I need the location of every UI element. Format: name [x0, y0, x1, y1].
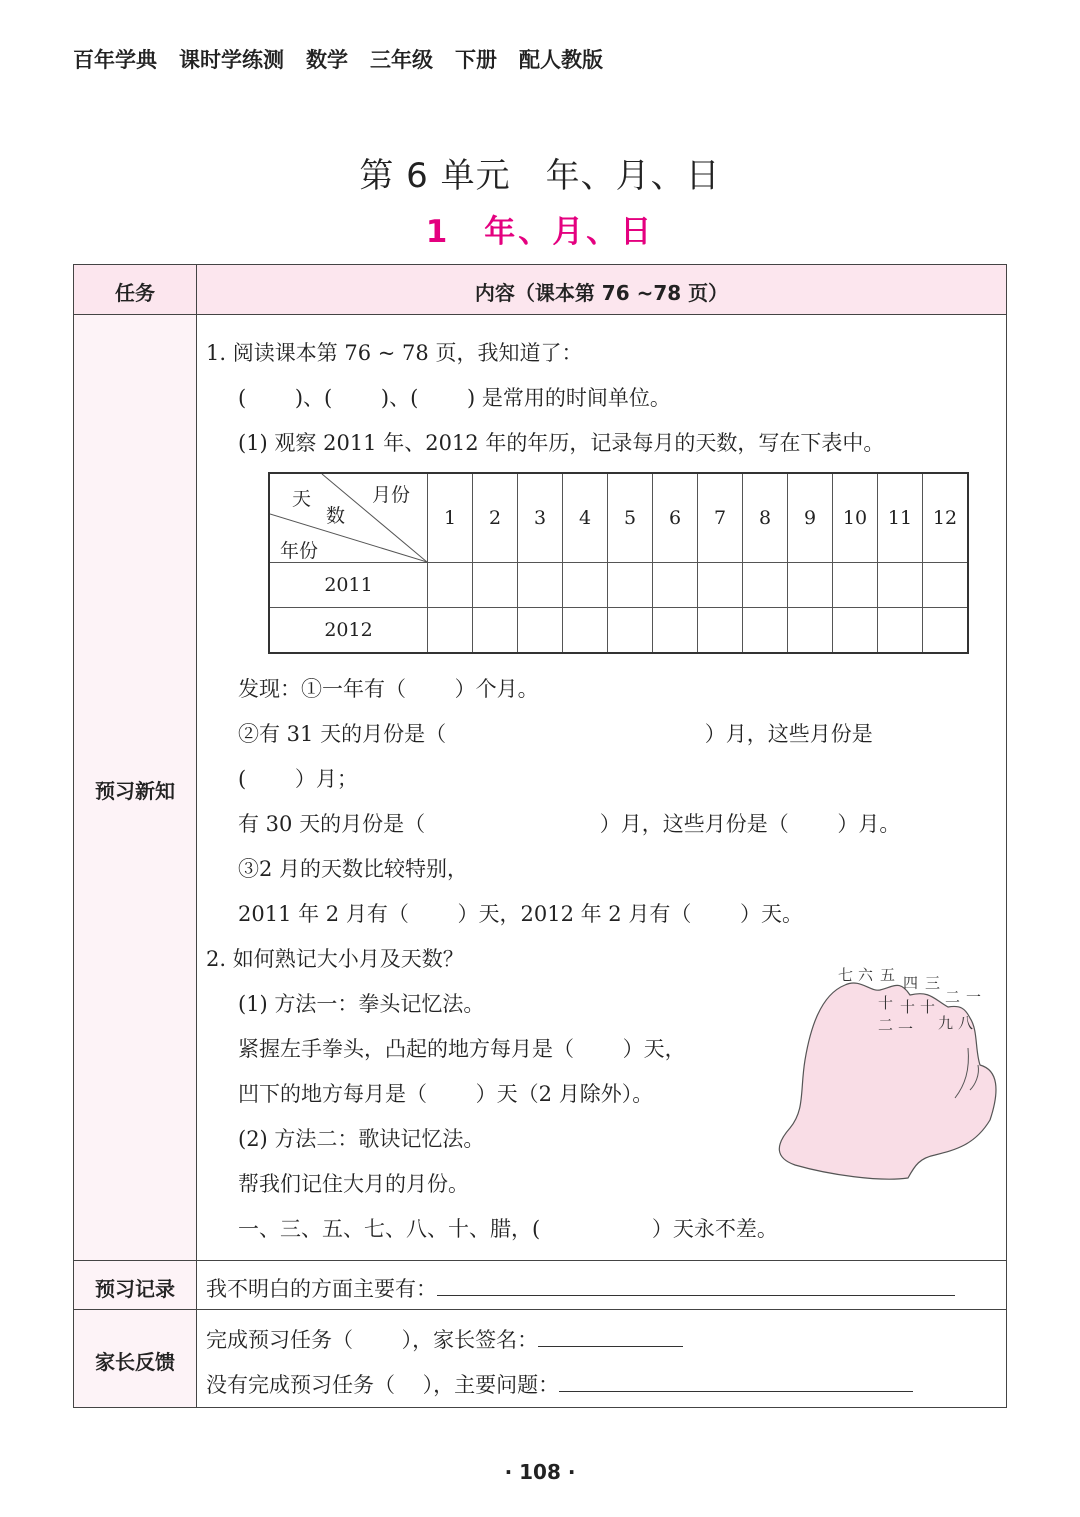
page-number: · 108 ·	[504, 1460, 576, 1484]
month-header: 1	[428, 473, 473, 563]
row-label-preview: 预习新知	[95, 779, 175, 803]
finding-3: 有 30 天的月份是（ ）月，这些月份是（ ）月。	[238, 812, 901, 836]
month-header: 6	[653, 473, 698, 563]
day-cell[interactable]	[608, 563, 653, 608]
method-2: (2) 方法二：歌诀记忆法。	[238, 1127, 485, 1151]
problem-answer-line[interactable]	[559, 1373, 913, 1392]
month-header: 2	[473, 473, 518, 563]
month-header: 4	[563, 473, 608, 563]
day-cell[interactable]	[743, 563, 788, 608]
day-cell[interactable]	[833, 563, 878, 608]
header-item: 三年级	[370, 48, 433, 72]
day-cell[interactable]	[608, 608, 653, 654]
time-units-blank: ( )、( )、( ) 是常用的时间单位。	[238, 386, 671, 410]
header-item: 配人教版	[519, 48, 603, 72]
month-header: 7	[698, 473, 743, 563]
month-header: 8	[743, 473, 788, 563]
day-cell[interactable]	[878, 608, 923, 654]
fist-label: 十	[920, 998, 936, 1016]
finding-4: ③2 月的天数比较特别，	[238, 857, 469, 881]
day-cell[interactable]	[698, 563, 743, 608]
finding-2b: ( ）月；	[238, 767, 358, 791]
question-1-sub1: (1) 观察 2011 年、2012 年的年历，记录每月的天数，写在下表中。	[238, 431, 885, 455]
unit-title: 第 6 单元 年、月、日	[359, 156, 721, 196]
method-1b: 凹下的地方每月是（ ）天（2 月除外）。	[238, 1082, 654, 1106]
fist-label: 三	[925, 974, 941, 992]
day-cell[interactable]	[428, 608, 473, 654]
month-header: 12	[923, 473, 969, 563]
day-cell[interactable]	[563, 563, 608, 608]
corner-year: 年份	[280, 540, 319, 562]
table-corner	[269, 473, 428, 563]
day-cell[interactable]	[428, 563, 473, 608]
fist-label: 十	[878, 994, 894, 1012]
record-answer-line[interactable]	[437, 1277, 955, 1296]
row-label-record: 预习记录	[95, 1277, 175, 1301]
col-content: 内容（课本第 76 ~78 页）	[474, 281, 729, 305]
fist-label: 八	[958, 1014, 974, 1032]
fist-illustration	[770, 950, 1010, 1190]
row-label-parent: 家长反馈	[95, 1350, 175, 1374]
month-header: 5	[608, 473, 653, 563]
day-cell[interactable]	[923, 563, 969, 608]
month-header: 10	[833, 473, 878, 563]
fist-label: 七	[838, 966, 854, 984]
method-1a: 紧握左手拳头，凸起的地方每月是（ ）天，	[238, 1037, 686, 1061]
month-header: 9	[788, 473, 833, 563]
parent-complete-prompt: 完成预习任务（ ），家长签名：	[206, 1328, 539, 1352]
parent-signature-line[interactable]	[538, 1328, 683, 1347]
year-row	[269, 563, 968, 608]
method-1: (1) 方法一：拳头记忆法。	[238, 992, 485, 1016]
method-2b: 一、三、五、七、八、十、腊，( ）天永不差。	[238, 1217, 778, 1241]
fist-label: 五	[880, 966, 896, 984]
question-2: 2. 如何熟记大小月及天数？	[206, 947, 464, 971]
day-cell[interactable]	[563, 608, 608, 654]
header-item: 课时学练测	[179, 48, 284, 72]
header-item: 下册	[455, 48, 497, 72]
record-prompt: 我不明白的方面主要有：	[206, 1277, 437, 1301]
month-header: 11	[878, 473, 923, 563]
day-cell[interactable]	[788, 563, 833, 608]
day-cell[interactable]	[518, 563, 563, 608]
corner-month: 月份	[372, 484, 411, 506]
day-cell[interactable]	[833, 608, 878, 654]
finding-2: ②有 31 天的月份是（ ）月，这些月份是	[238, 722, 873, 746]
record-line	[206, 1273, 955, 1303]
question-1: 1. 阅读课本第 76 ~ 78 页，我知道了：	[206, 341, 583, 365]
year-label: 2011	[269, 563, 428, 608]
day-cell[interactable]	[518, 608, 563, 654]
parent-incomplete-prompt: 没有完成预习任务（ ），主要问题：	[206, 1373, 560, 1397]
fist-label: 九	[938, 1014, 954, 1032]
month-header: 3	[518, 473, 563, 563]
day-cell[interactable]	[698, 608, 743, 654]
day-cell[interactable]	[878, 563, 923, 608]
day-cell[interactable]	[653, 608, 698, 654]
day-cell[interactable]	[788, 608, 833, 654]
parent-line-1	[206, 1324, 683, 1354]
parent-line-2	[206, 1369, 913, 1399]
finding-5: 2011 年 2 月有（ ）天，2012 年 2 月有（ ）天。	[238, 902, 804, 926]
header-item: 百年学典	[73, 48, 157, 72]
finding-1: 发现：①一年有（ ）个月。	[238, 677, 539, 701]
fist-label: 一	[966, 988, 982, 1006]
year-label: 2012	[269, 608, 428, 654]
year-row	[269, 608, 968, 654]
col-task: 任务	[115, 281, 155, 305]
day-cell[interactable]	[473, 563, 518, 608]
month-days-table	[268, 472, 969, 654]
method-2a: 帮我们记住大月的月份。	[238, 1172, 469, 1196]
header-item: 数学	[306, 48, 348, 72]
corner-days: 天	[292, 488, 312, 510]
task-column	[74, 315, 197, 1407]
day-cell[interactable]	[473, 608, 518, 654]
fist-label: 十	[900, 998, 916, 1016]
fist-label: 四	[903, 974, 919, 992]
fist-label: 二	[945, 988, 961, 1006]
book-header	[73, 44, 625, 74]
day-cell[interactable]	[923, 608, 969, 654]
day-cell[interactable]	[743, 608, 788, 654]
day-cell[interactable]	[653, 563, 698, 608]
fist-label: 一	[898, 1020, 914, 1038]
fist-label: 二	[878, 1016, 894, 1034]
corner-count: 数	[326, 505, 346, 527]
lesson-title: 1 年、月、日	[425, 214, 655, 250]
fist-label: 六	[858, 966, 874, 984]
